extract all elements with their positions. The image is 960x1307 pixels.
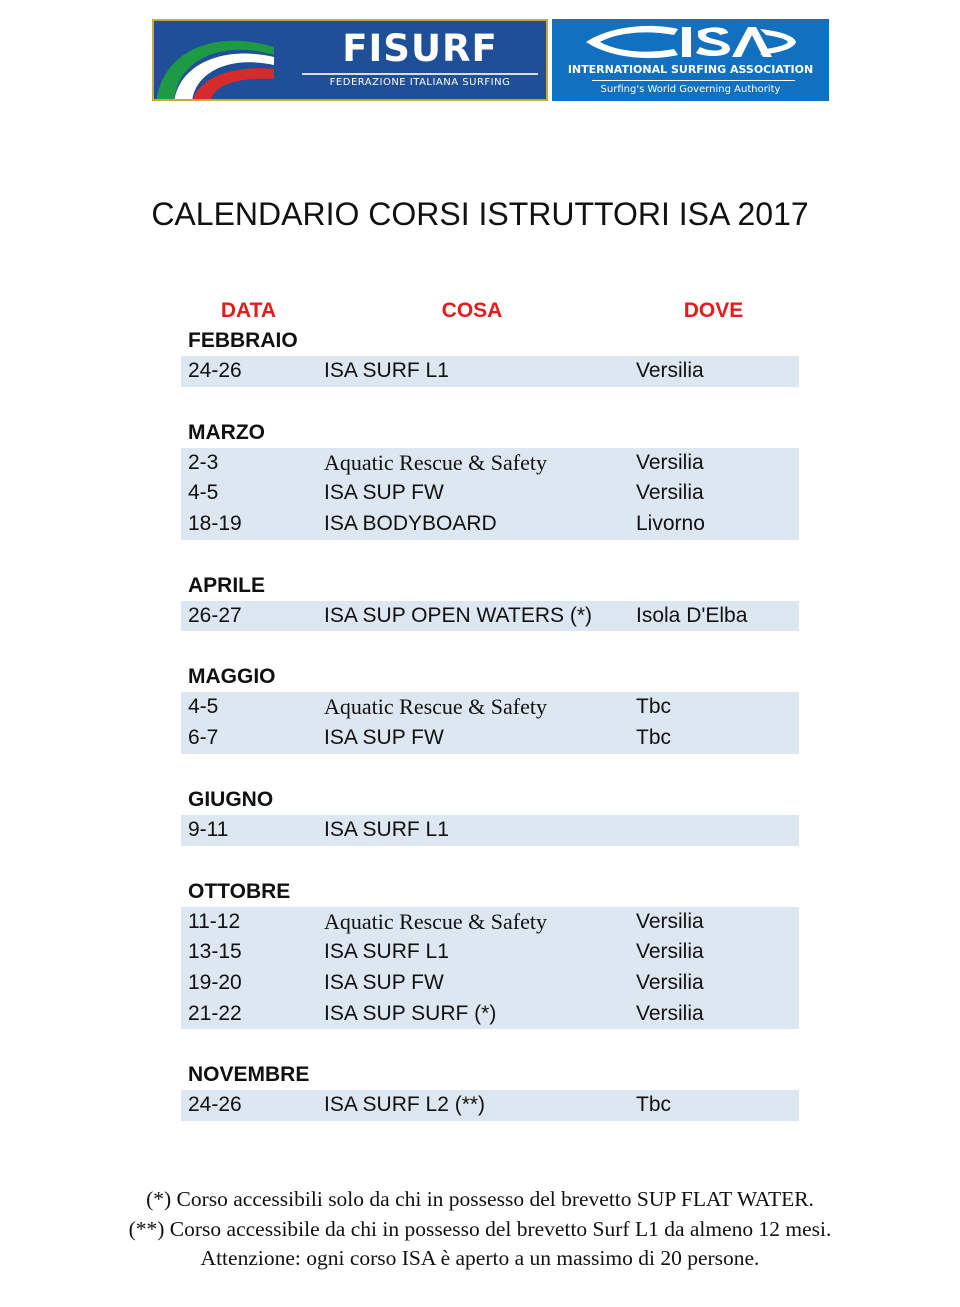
wave-icon: [154, 21, 274, 101]
header-logos: [152, 19, 829, 101]
course-rows: [181, 1090, 799, 1121]
isa-wordmark-icon: [582, 23, 799, 61]
column-header-data: DATA: [220, 299, 277, 322]
course-location: Versilia: [636, 1001, 704, 1025]
course-row: [181, 601, 799, 632]
course-date: 6-7: [188, 726, 219, 750]
course-date: 13-15: [188, 940, 242, 964]
course-date: 2-3: [188, 450, 219, 474]
course-location: Versilia: [636, 909, 704, 933]
month-heading: OTTOBRE: [188, 879, 291, 903]
course-rows: [181, 692, 799, 753]
course-row: [181, 356, 799, 387]
course-row: [181, 723, 799, 754]
month-heading: MAGGIO: [188, 665, 276, 689]
course-name: ISA SURF L2 (**): [324, 1093, 486, 1117]
course-location: Tbc: [636, 1093, 672, 1117]
course-rows: [181, 356, 799, 387]
fisurf-logo: [152, 19, 548, 101]
course-rows: [181, 448, 799, 540]
course-row: [181, 478, 799, 509]
course-date: 19-20: [188, 970, 242, 994]
course-name: ISA SUP SURF (*): [324, 1001, 497, 1025]
course-name: ISA SURF L1: [324, 940, 449, 964]
month-spacer: [181, 540, 799, 571]
fisurf-name: FISURF: [342, 27, 498, 70]
course-date: 18-19: [188, 512, 242, 536]
course-date: 9-11: [188, 817, 229, 841]
course-calendar: [181, 326, 799, 1121]
column-header-dove: DOVE: [683, 299, 744, 322]
course-row: [181, 815, 799, 846]
course-location: Versilia: [636, 481, 704, 505]
course-row: [181, 937, 799, 968]
course-date: 26-27: [188, 603, 242, 627]
course-row: [181, 968, 799, 999]
course-date: 11-12: [188, 909, 241, 933]
course-date: 24-26: [188, 1093, 242, 1117]
course-location: Livorno: [636, 512, 705, 536]
month-heading: APRILE: [188, 573, 266, 597]
course-location: Tbc: [636, 726, 672, 750]
course-rows: [181, 907, 799, 1030]
course-name: Aquatic Rescue & Safety: [324, 908, 547, 934]
course-name: ISA SUP FW: [324, 726, 444, 750]
course-name: ISA SUP FW: [324, 970, 444, 994]
fisurf-divider: [302, 73, 538, 75]
course-location: Versilia: [636, 450, 704, 474]
course-date: 4-5: [188, 481, 219, 505]
course-row: [181, 999, 799, 1030]
course-row: [181, 692, 799, 723]
month-heading: NOVEMBRE: [188, 1063, 310, 1087]
course-rows: [181, 601, 799, 632]
column-header-cosa: COSA: [441, 299, 503, 322]
course-location: Versilia: [636, 359, 704, 382]
course-row: [181, 907, 799, 938]
course-location: Isola D'Elba: [636, 603, 748, 627]
isa-name: INTERNATIONAL SURFING ASSOCIATION: [567, 63, 814, 76]
course-name: ISA SUP OPEN WATERS (*): [324, 603, 592, 627]
course-name: Aquatic Rescue & Safety: [324, 694, 547, 720]
month-heading: FEBBRAIO: [188, 329, 298, 352]
course-name: Aquatic Rescue & Safety: [324, 449, 547, 475]
month-spacer: [181, 1029, 799, 1060]
month-heading: MARZO: [188, 420, 265, 444]
fisurf-subtitle: FEDERAZIONE ITALIANA SURFING: [329, 77, 511, 88]
isa-subtitle: Surfing's World Governing Authority: [600, 84, 781, 95]
month-spacer: [181, 846, 799, 877]
footnote-sup-flat-water: (*) Corso accessibili solo da chi in possesso del brevetto SUP FLAT WATER.: [146, 1187, 814, 1211]
course-name: ISA BODYBOARD: [324, 512, 497, 536]
course-date: 4-5: [188, 695, 219, 719]
month-spacer: [181, 631, 799, 662]
course-date: 21-22: [188, 1001, 242, 1025]
footnote-max-participants: Attenzione: ogni corso ISA è aperto a un massimo di 20 persone.: [200, 1246, 760, 1270]
course-location: Versilia: [636, 970, 704, 994]
course-location: Tbc: [636, 695, 672, 719]
month-spacer: [181, 387, 799, 418]
course-name: ISA SUP FW: [324, 481, 444, 505]
course-location: Versilia: [636, 940, 704, 964]
course-row: [181, 509, 799, 540]
isa-divider: [592, 80, 795, 81]
footnotes: [0, 1185, 960, 1274]
course-rows: [181, 815, 799, 846]
month-spacer: [181, 754, 799, 785]
footnote-surf-l1: (**) Corso accessibile da chi in possesso del brevetto Surf L1 da almeno 12 mesi.: [128, 1216, 832, 1241]
course-date: 24-26: [188, 359, 242, 382]
course-name: ISA SURF L1: [324, 817, 449, 841]
course-row: [181, 448, 799, 479]
course-row: [181, 1090, 799, 1121]
isa-logo: [552, 19, 829, 101]
month-heading: GIUGNO: [188, 787, 274, 811]
page-title: CALENDARIO CORSI ISTRUTTORI ISA 2017: [151, 196, 809, 232]
course-name: ISA SURF L1: [324, 359, 449, 382]
